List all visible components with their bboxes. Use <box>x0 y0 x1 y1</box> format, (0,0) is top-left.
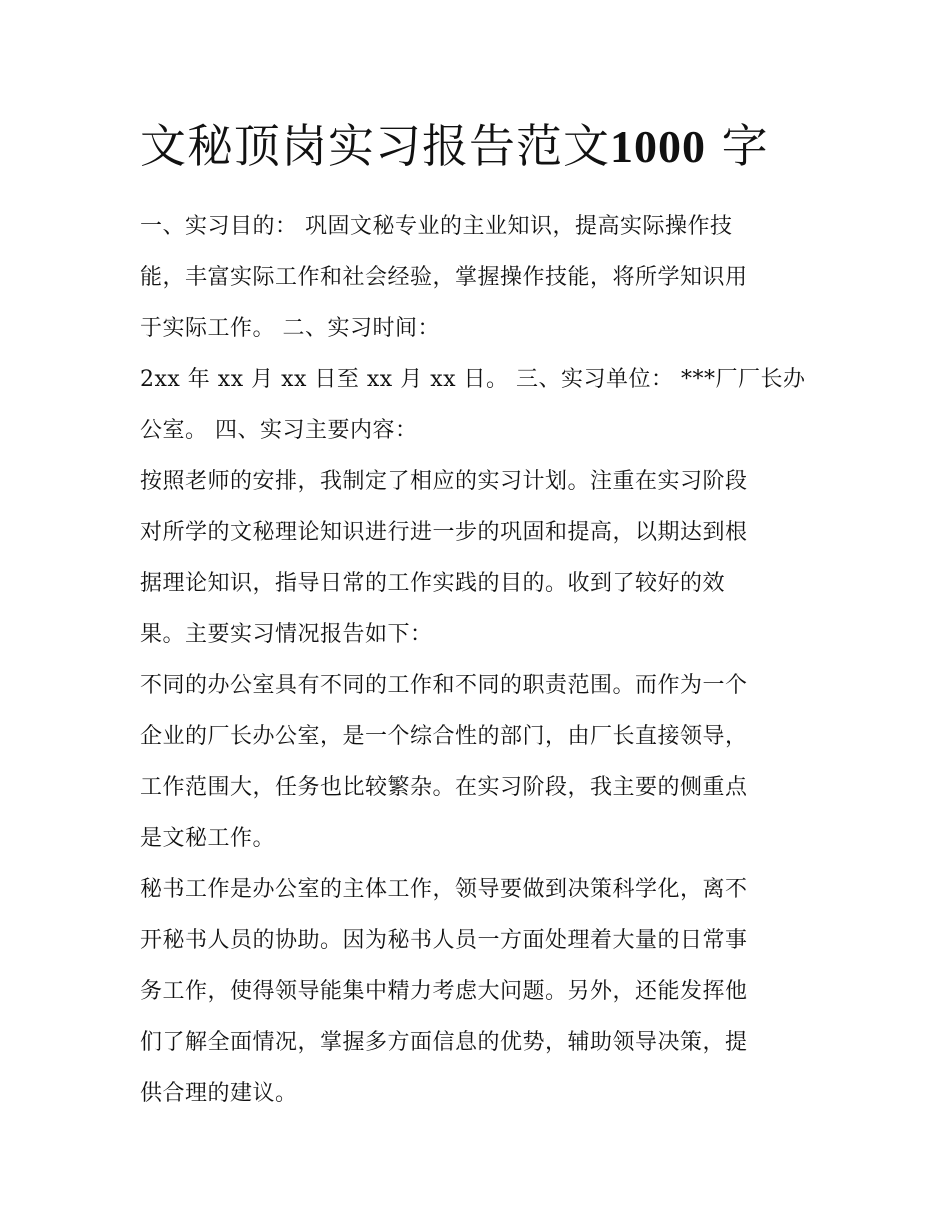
body-line: 一、实习目的： 巩固文秘专业的主业知识，提高实际操作技 <box>140 214 733 239</box>
body-line: 能，丰富实际工作和社会经验，掌握操作技能，将所学知识用 <box>140 265 748 290</box>
body-line: 们了解全面情况，掌握多方面信息的优势，辅助领导决策，提 <box>140 1030 748 1055</box>
body-line: 不同的办公室具有不同的工作和不同的职责范围。而作为一个 <box>140 673 748 698</box>
body-line: 于实际工作。 二、实习时间： <box>140 316 440 341</box>
body-line: 开秘书人员的协助。因为秘书人员一方面处理着大量的日常事 <box>140 928 748 953</box>
document-body <box>140 201 815 1119</box>
body-line: 企业的厂长办公室，是一个综合性的部门，由厂长直接领导， <box>140 724 748 749</box>
document-title <box>140 0 815 181</box>
body-line: 果。主要实习情况报告如下： <box>140 622 433 647</box>
title-number: 1000 <box>610 121 706 172</box>
title-suffix: 字 <box>706 119 769 173</box>
document-page <box>140 0 815 1119</box>
body-line: 务工作，使得领导能集中精力考虑大问题。另外，还能发挥他 <box>140 979 748 1004</box>
body-line: 秘书工作是办公室的主体工作，领导要做到决策科学化，离不 <box>140 877 748 902</box>
body-line: 按照老师的安排，我制定了相应的实习计划。注重在实习阶段 <box>140 469 748 494</box>
title-text: 文秘顶岗实习报告范文 <box>140 119 610 173</box>
body-line: 工作范围大，任务也比较繁杂。在实习阶段，我主要的侧重点 <box>140 775 748 800</box>
body-line: 据理论知识，指导日常的工作实践的目的。收到了较好的效 <box>140 571 726 596</box>
body-line: 对所学的文秘理论知识进行进一步的巩固和提高，以期达到根 <box>140 520 748 545</box>
body-line: 公室。 四、实习主要内容： <box>140 418 418 443</box>
body-line: 2xx 年 xx 月 xx 日至 xx 月 xx 日。 三、实习单位： ***厂厂长办 <box>140 367 806 392</box>
body-line: 是文秘工作。 <box>140 826 276 851</box>
body-line: 供合理的建议。 <box>140 1081 298 1106</box>
